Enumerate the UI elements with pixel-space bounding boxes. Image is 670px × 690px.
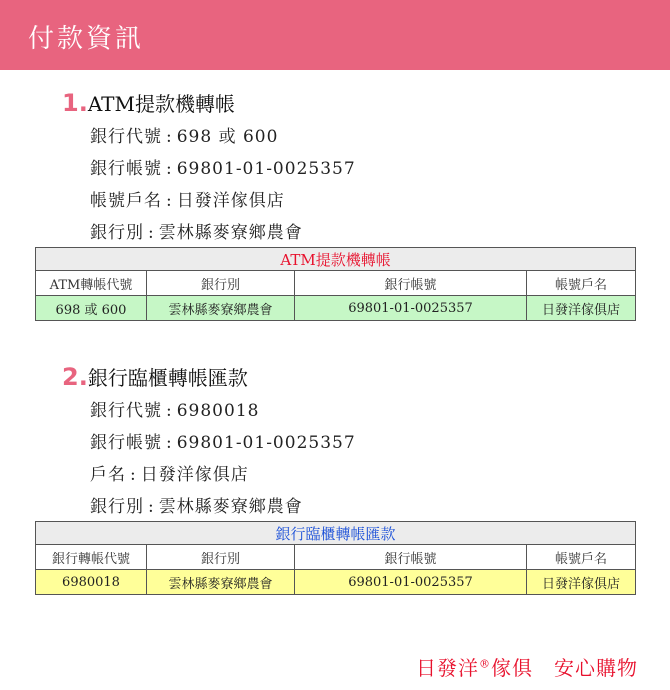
atm-table-header: ATM轉帳代號 bbox=[36, 271, 147, 296]
page-title: 付款資訊 bbox=[28, 24, 145, 54]
counter-table-cell: 6980018 bbox=[36, 570, 147, 595]
atm-info-bank: 銀行別 : 雲林縣麥寮鄉農會 bbox=[90, 223, 303, 243]
counter-table-header: 銀行別 bbox=[147, 545, 295, 570]
atm-table-header: 帳號戶名 bbox=[527, 271, 636, 296]
counter-section-title bbox=[62, 362, 248, 391]
atm-table-header: 銀行帳號 bbox=[295, 271, 527, 296]
atm-table-cell: 日發洋傢俱店 bbox=[527, 296, 636, 321]
table-row bbox=[36, 296, 636, 321]
footer-slogan bbox=[416, 652, 638, 681]
atm-info-holder: 帳號戶名 : 日發洋傢俱店 bbox=[90, 191, 285, 211]
counter-table-cell: 69801-01-0025357 bbox=[295, 570, 527, 595]
atm-section-label: ATM提款機轉帳 bbox=[87, 92, 235, 116]
atm-table-cell: 69801-01-0025357 bbox=[295, 296, 527, 321]
counter-info-account: 銀行帳號 : 69801-01-0025357 bbox=[90, 433, 356, 453]
atm-section-title bbox=[62, 88, 235, 117]
atm-table bbox=[35, 247, 636, 321]
table-row bbox=[36, 570, 636, 595]
atm-table-cell: 698 或 600 bbox=[36, 296, 147, 321]
counter-table-cell: 雲林縣麥寮鄉農會 bbox=[147, 570, 295, 595]
counter-table-header: 銀行帳號 bbox=[295, 545, 527, 570]
atm-table-caption: ATM提款機轉帳 bbox=[36, 248, 636, 271]
page-header bbox=[0, 0, 670, 70]
counter-info-bank-code: 銀行代號 : 6980018 bbox=[90, 401, 260, 421]
counter-section-label: 銀行臨櫃轉帳匯款 bbox=[87, 366, 248, 390]
footer-brand: 日發洋 bbox=[416, 656, 479, 680]
counter-table-header: 帳號戶名 bbox=[527, 545, 636, 570]
footer-text: 傢俱 安心購物 bbox=[491, 656, 638, 680]
counter-info-holder: 戶名 : 日發洋傢俱店 bbox=[90, 465, 249, 485]
counter-section-number: 2. bbox=[62, 363, 88, 391]
counter-info-bank: 銀行別 : 雲林縣麥寮鄉農會 bbox=[90, 497, 303, 517]
counter-table-header: 銀行轉帳代號 bbox=[36, 545, 147, 570]
atm-table-cell: 雲林縣麥寮鄉農會 bbox=[147, 296, 295, 321]
counter-table bbox=[35, 521, 636, 595]
atm-table-header: 銀行別 bbox=[147, 271, 295, 296]
counter-table-cell: 日發洋傢俱店 bbox=[527, 570, 636, 595]
registered-mark: ® bbox=[479, 657, 491, 671]
counter-table-caption: 銀行臨櫃轉帳匯款 bbox=[36, 522, 636, 545]
atm-info-account: 銀行帳號 : 69801-01-0025357 bbox=[90, 159, 356, 179]
atm-section-number: 1. bbox=[62, 89, 88, 117]
atm-info-bank-code: 銀行代號 : 698 或 600 bbox=[90, 127, 279, 147]
